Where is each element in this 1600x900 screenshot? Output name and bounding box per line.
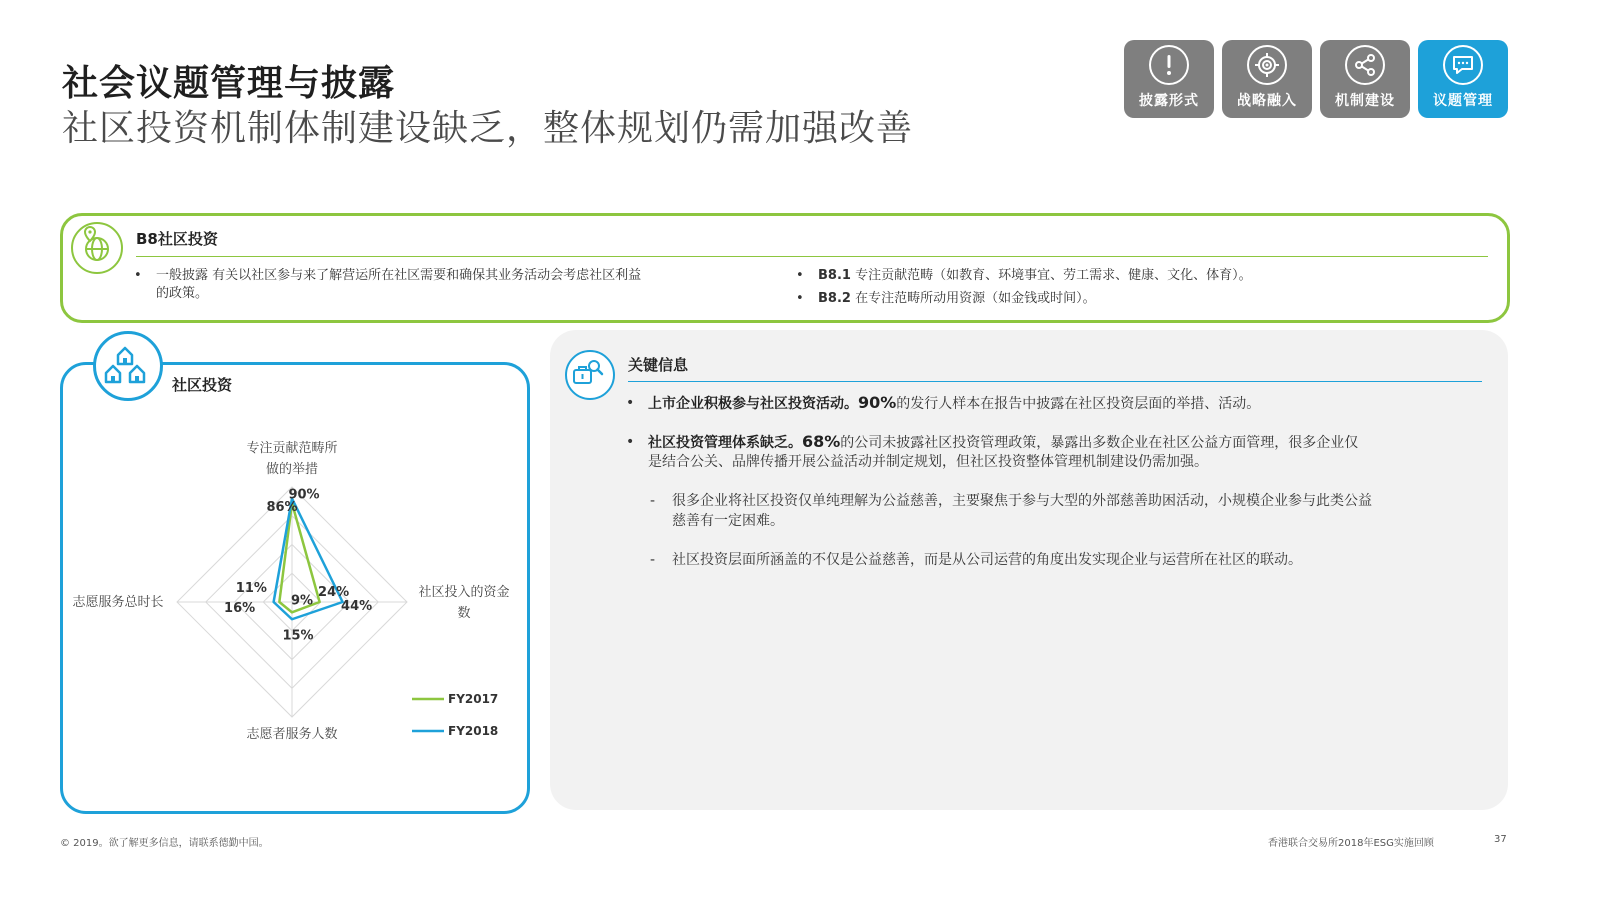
nav-tile-strategy[interactable] bbox=[1222, 40, 1312, 118]
nav-label: 机制建设 bbox=[1335, 93, 1395, 109]
bullet-mark: • bbox=[626, 434, 635, 450]
key-sub-line1: 很多企业将社区投资仅单纯理解为公益慈善，主要聚焦于参与大型的外部慈善助困活动，小规模企业参与此类公益 bbox=[672, 493, 1372, 509]
nav-label: 战略融入 bbox=[1237, 93, 1297, 109]
radar-legend bbox=[412, 692, 498, 738]
radar-axis-label: 做的举措 bbox=[265, 462, 319, 477]
radar-axis-label: 专注贡献范畴所 bbox=[246, 441, 338, 456]
page-title: 社会议题管理与披露 bbox=[62, 63, 396, 104]
nav-tile-issue-management[interactable] bbox=[1418, 40, 1508, 118]
b8-general-disclosure bbox=[134, 267, 734, 307]
radar-axis-label: 志愿者服务人数 bbox=[246, 727, 338, 742]
key-sub-line2: 慈善有一定困难。 bbox=[672, 513, 784, 529]
key-sub-bullet-2 bbox=[650, 550, 1496, 572]
radar-chart bbox=[60, 420, 524, 750]
b8-kpi-2 bbox=[796, 290, 1496, 308]
chat-icon bbox=[1443, 45, 1483, 85]
page-number: 37 bbox=[1494, 834, 1507, 845]
b8-kpi-1 bbox=[796, 267, 1496, 285]
nav-label: 议题管理 bbox=[1433, 93, 1493, 109]
b8-divider bbox=[136, 256, 1488, 257]
b8-title: B8社区投资 bbox=[136, 230, 218, 248]
radar-axis-label: 志愿服务总时长 bbox=[72, 595, 164, 610]
radar-value-label: 16% bbox=[224, 601, 256, 616]
nav-tile-disclosure-form[interactable] bbox=[1124, 40, 1214, 118]
radar-axis-labels bbox=[72, 440, 509, 742]
key-bullet-pct: 90% bbox=[858, 393, 897, 412]
footer-report-name: 香港联合交易所2018年ESG实施回顾 bbox=[1268, 838, 1434, 849]
target-icon bbox=[1247, 45, 1287, 85]
bullet-mark: • bbox=[796, 268, 804, 283]
b8-general-line1: 一般披露 有关以社区参与来了解营运所在社区需要和确保其业务活动会考虑社区利益 bbox=[156, 268, 642, 283]
chart-card-title: 社区投资 bbox=[172, 376, 233, 394]
dash-mark: - bbox=[650, 493, 656, 509]
radar-value-label: 44% bbox=[341, 599, 373, 614]
bullet-mark: • bbox=[796, 291, 804, 306]
radar-value-label: 86% bbox=[266, 500, 298, 516]
globe-location-icon bbox=[71, 222, 123, 274]
share-icon bbox=[1345, 45, 1385, 85]
key-bullet-pct: 68% bbox=[802, 432, 841, 451]
key-bullet-2 bbox=[626, 432, 1496, 474]
page-subtitle: 社区投资机制体制建设缺乏，整体规划仍需加强改善 bbox=[62, 108, 914, 149]
key-bullet-rest: 的公司未披露社区投资管理政策，暴露出多数企业在社区公益方面管理，很多企业仅 bbox=[840, 435, 1359, 451]
legend-label: FY2018 bbox=[448, 724, 499, 738]
b8-general-line2: 的政策。 bbox=[156, 286, 209, 301]
exclamation-icon bbox=[1149, 45, 1189, 85]
radar-value-label: 11% bbox=[235, 581, 267, 596]
dash-mark: - bbox=[650, 552, 656, 568]
bullet-mark: • bbox=[626, 395, 635, 411]
radar-value-label: 15% bbox=[282, 628, 314, 644]
legend-label: FY2017 bbox=[448, 692, 499, 706]
b8-kpi-text: 专注贡献范畴（如教育、环境事宜、劳工需求、健康、文化、体育）。 bbox=[855, 268, 1252, 283]
footer-copyright: © 2019。欲了解更多信息，请联系德勤中国。 bbox=[60, 838, 269, 849]
key-sub-bullet-1 bbox=[650, 491, 1496, 533]
radar-axis-label: 数 bbox=[457, 606, 471, 621]
b8-kpi-text: 在专注范畴所动用资源（如金钱或时间）。 bbox=[855, 291, 1096, 306]
radar-value-label: 9% bbox=[290, 593, 314, 609]
key-bullet-lead: 上市企业积极参与社区投资活动。 bbox=[648, 396, 858, 412]
b8-kpi-code: B8.1 bbox=[818, 268, 851, 283]
radar-axis-label: 社区投入的资金 bbox=[418, 585, 510, 600]
key-sub-line1: 社区投资层面所涵盖的不仅是公益慈善，而是从公司运营的角度出发实现企业与运营所在社区的联动。 bbox=[672, 552, 1302, 568]
key-bullet-rest: 的发行人样本在报告中披露在社区投资层面的举措、活动。 bbox=[896, 396, 1261, 412]
radar-value-label: 24% bbox=[318, 585, 350, 600]
key-bullet-lead: 社区投资管理体系缺乏。 bbox=[648, 435, 802, 451]
bullet-mark: • bbox=[134, 268, 142, 283]
radar-value-label: 90% bbox=[288, 487, 320, 503]
key-info-divider bbox=[628, 381, 1482, 382]
nav-label: 披露形式 bbox=[1139, 93, 1199, 109]
b8-kpi-code: B8.2 bbox=[818, 291, 851, 306]
key-info-title: 关键信息 bbox=[628, 356, 689, 374]
houses-icon bbox=[93, 331, 163, 401]
key-bullet-1 bbox=[626, 393, 1496, 415]
briefcase-search-icon bbox=[565, 350, 615, 400]
key-bullet-line2: 是结合公关、品牌传播开展公益活动并制定规划，但社区投资整体管理机制建设仍需加强。 bbox=[648, 454, 1208, 470]
nav-tile-mechanism[interactable] bbox=[1320, 40, 1410, 118]
